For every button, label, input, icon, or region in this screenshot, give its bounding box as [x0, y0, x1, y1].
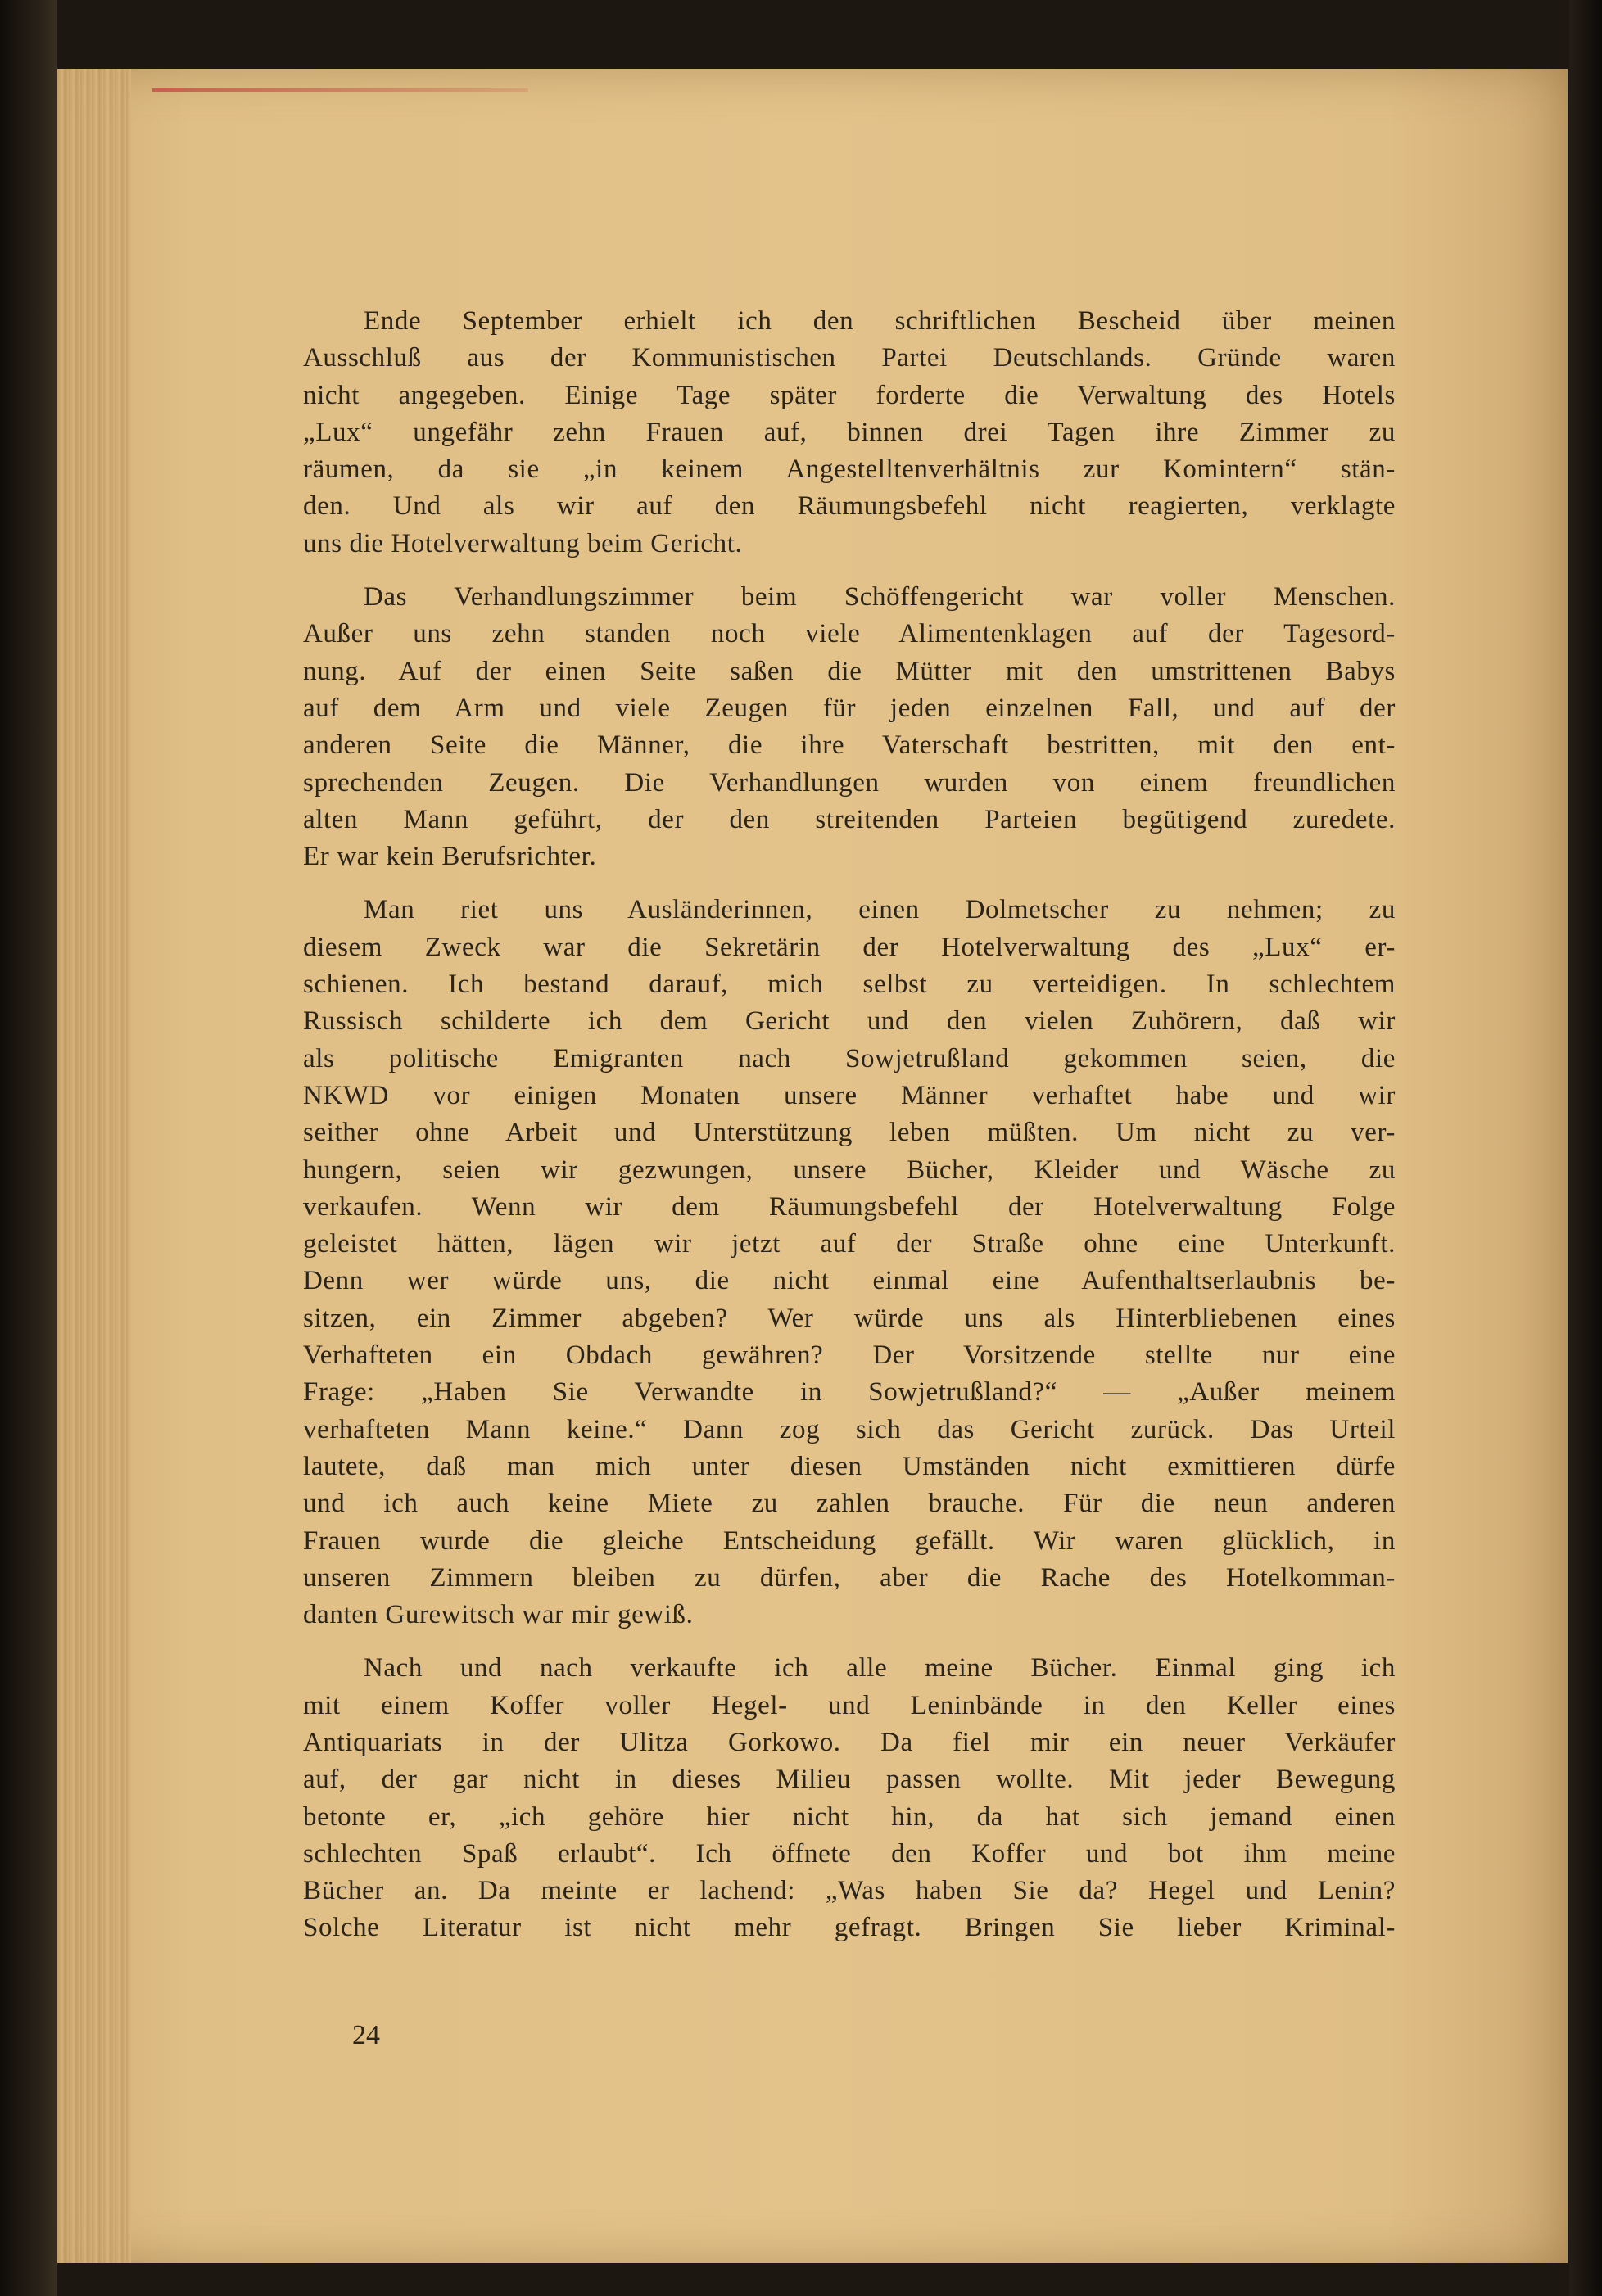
paragraph-2	[303, 579, 1396, 875]
page-edge-stack	[57, 69, 131, 2263]
text-line: Verhafteten ein Obdach gewähren? Der Vorsitzende stellte nur eine	[303, 1340, 1396, 1371]
text-line: Frauen wurde die gleiche Entscheidung gefällt. Wir waren glücklich, in	[303, 1525, 1396, 1556]
text-line: den. Und als wir auf den Räumungsbefehl nicht reagierten, verklagte	[303, 491, 1396, 522]
text-line: „Lux“ ungefähr zehn Frauen auf, binnen drei Tagen ihre Zimmer zu	[303, 417, 1396, 447]
text-line: Das Verhandlungszimmer beim Schöffengericht war voller Menschen.	[364, 582, 1396, 612]
text-line: schlechten Spaß erlaubt“. Ich öffnete den Koffer und bot ihm meine	[303, 1838, 1396, 1869]
scan-background-right	[1569, 0, 1602, 2296]
text-line: Bücher an. Da meinte er lachend: „Was haben Sie da? Hegel und Lenin?	[303, 1876, 1396, 1906]
text-line: Antiquariats in der Ulitza Gorkowo. Da fiel mir ein neuer Verkäufer	[303, 1727, 1396, 1757]
text-line: Außer uns zehn standen noch viele Alimentenklagen auf der Tagesord-	[303, 619, 1396, 649]
text-line: schienen. Ich bestand darauf, mich selbst zu verteidigen. In schlechtem	[303, 969, 1396, 1000]
paragraph-4	[303, 1650, 1396, 1946]
text-line: betonte er, „ich gehöre hier nicht hin, da hat sich jemand einen	[303, 1801, 1396, 1832]
text-line: alten Mann geführt, der den streitenden Parteien begütigend zuredete.	[303, 804, 1396, 834]
text-line: nicht angegeben. Einige Tage später forderte die Verwaltung des Hotels	[303, 380, 1396, 410]
text-line: geleistet hätten, lägen wir jetzt auf der Straße ohne eine Unterkunft.	[303, 1229, 1396, 1259]
text-line: diesem Zweck war die Sekretärin der Hotelverwaltung des „Lux“ er-	[303, 932, 1396, 962]
text-line: als politische Emigranten nach Sowjetrußland gekommen seien, die	[303, 1043, 1396, 1073]
text-line: auf, der gar nicht in dieses Milieu passen wollte. Mit jeder Bewegung	[303, 1765, 1396, 1795]
text-line: uns die Hotelverwaltung beim Gericht.	[303, 528, 743, 558]
page-top-edge-mark	[152, 88, 528, 92]
paragraph-3	[303, 892, 1396, 1634]
text-line: NKWD vor einigen Monaten unsere Männer verhaftet habe und wir	[303, 1080, 1396, 1110]
page-text	[303, 303, 1396, 1947]
text-line: hungern, seien wir gezwungen, unsere Bücher, Kleider und Wäsche zu	[303, 1155, 1396, 1185]
text-line: Denn wer würde uns, die nicht einmal eine Aufenthaltserlaubnis be-	[303, 1266, 1396, 1296]
text-line: unseren Zimmern bleiben zu dürfen, aber die Rache des Hotelkomman-	[303, 1562, 1396, 1593]
text-line: anderen Seite die Männer, die ihre Vaterschaft bestritten, mit den ent-	[303, 730, 1396, 761]
text-line: Nach und nach verkaufte ich alle meine Bücher. Einmal ging ich	[364, 1653, 1396, 1684]
text-line: verhafteten Mann keine.“ Dann zog sich das Gericht zurück. Das Urteil	[303, 1414, 1396, 1444]
text-line: Frage: „Haben Sie Verwandte in Sowjetrußland?“ — „Außer meinem	[303, 1377, 1396, 1408]
text-line: seither ohne Arbeit und Unterstützung leben müßten. Um nicht zu ver-	[303, 1118, 1396, 1148]
text-line: Er war kein Berufsrichter.	[303, 842, 597, 872]
text-line: Man riet uns Ausländerinnen, einen Dolmetscher zu nehmen; zu	[364, 895, 1396, 925]
paragraph-1	[303, 303, 1396, 563]
scan-background-left	[0, 0, 57, 2296]
text-line: nung. Auf der einen Seite saßen die Mütter mit den umstrittenen Babys	[303, 656, 1396, 686]
text-line: Ende September erhielt ich den schriftlichen Bescheid über meinen	[364, 306, 1396, 336]
text-line: auf dem Arm und viele Zeugen für jeden einzelnen Fall, und auf der	[303, 693, 1396, 723]
text-line: räumen, da sie „in keinem Angestelltenverhältnis zur Komintern“ stän-	[303, 454, 1396, 485]
text-line: mit einem Koffer voller Hegel- und Leninbände in den Keller eines	[303, 1690, 1396, 1720]
text-line: Russisch schilderte ich dem Gericht und den vielen Zuhörern, daß wir	[303, 1006, 1396, 1037]
text-line: Ausschluß aus der Kommunistischen Partei Deutschlands. Gründe waren	[303, 343, 1396, 373]
text-line: und ich auch keine Miete zu zahlen brauche. Für die neun anderen	[303, 1489, 1396, 1519]
text-line: sprechenden Zeugen. Die Verhandlungen wurden von einem freundlichen	[303, 767, 1396, 798]
text-line: verkaufen. Wenn wir dem Räumungsbefehl der Hotelverwaltung Folge	[303, 1191, 1396, 1222]
text-line: Solche Literatur ist nicht mehr gefragt. Bringen Sie lieber Kriminal-	[303, 1913, 1396, 1943]
page-number: 24	[352, 2020, 380, 2050]
text-line: danten Gurewitsch war mir gewiß.	[303, 1600, 694, 1630]
text-line: lautete, daß man mich unter diesen Umständen nicht exmittieren dürfe	[303, 1451, 1396, 1481]
text-line: sitzen, ein Zimmer abgeben? Wer würde uns als Hinterbliebenen eines	[303, 1303, 1396, 1333]
